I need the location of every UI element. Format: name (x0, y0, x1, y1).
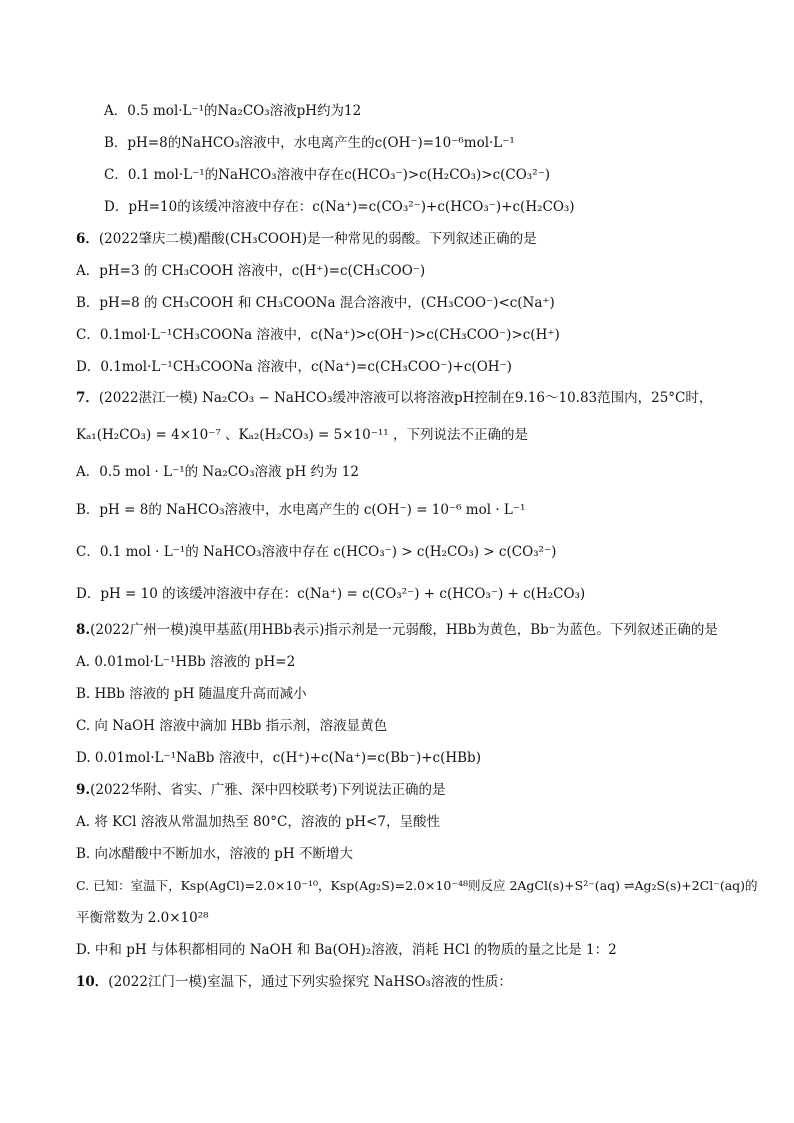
q6-option-a: A．pH=3 的 CH₃COOH 溶液中，c(H⁺)=c(CH₃COO⁻) (76, 263, 426, 279)
q8-number: 8. (76, 622, 91, 638)
q5-option-c: C．0.1 mol·L⁻¹的NaHCO₃溶液中存在c(HCO₃⁻)>c(H₂CO₃)>c(CO₃²⁻) (104, 167, 551, 183)
question-7 (76, 388, 712, 408)
q9-option-d: D. 中和 pH 与体积都相同的 NaOH 和 Ba(OH)₂溶液，消耗 HCl 的物质的量之比是 1：2 (76, 942, 617, 958)
q7-stem-line2: Kₐ₁(H₂CO₃) = 4×10⁻⁷ 、Kₐ₂(H₂CO₃) = 5×10⁻¹¹ ，下列说法不正确的是 (76, 427, 528, 443)
q8-stem: (2022广州一模)溴甲基蓝(用HBb表示)指示剂是一元弱酸，HBb为黄色，Bb⁻为蓝色。下列叙述正确的是 (90, 622, 718, 638)
question-9 (76, 780, 445, 800)
q7-number: 7． (76, 390, 99, 406)
q8-option-c: C. 向 NaOH 溶液中滴加 HBb 指示剂，溶液显黄色 (76, 718, 388, 734)
q7-stem-line1: (2022湛江一模) Na₂CO₃ − NaHCO₃缓冲溶液可以将溶液pH控制在9.16～10.83范围内，25°C时， (98, 390, 713, 406)
q5-option-a: A．0.5 mol·L⁻¹的Na₂CO₃溶液pH约为12 (104, 103, 362, 119)
q7-option-a: A．0.5 mol · L⁻¹的 Na₂CO₃溶液 pH 约为 12 (76, 464, 359, 480)
q6-option-d: D．0.1mol·L⁻¹CH₃COONa 溶液中，c(Na⁺)=c(CH₃COO⁻)+c(OH⁻) (76, 359, 512, 375)
question-10 (76, 972, 512, 992)
q7-option-d: D．pH = 10 的该缓冲溶液中存在：c(Na⁺) = c(CO₃²⁻) + c(HCO₃⁻) + c(H₂CO₃) (76, 586, 586, 602)
q7-option-c: C．0.1 mol · L⁻¹的 NaHCO₃溶液中存在 c(HCO₃⁻) > c(H₂CO₃) > c(CO₃²⁻) (76, 544, 557, 560)
q6-stem: (2022肇庆二模)醋酸(CH₃COOH)是一种常见的弱酸。下列叙述正确的是 (98, 231, 537, 247)
question-6 (76, 229, 537, 249)
q5-option-d: D．pH=10的该缓冲溶液中存在：c(Na⁺)=c(CO₃²⁻)+c(HCO₃⁻)+c(H₂CO₃) (104, 199, 575, 215)
q8-option-d: D. 0.01mol·L⁻¹NaBb 溶液中，c(H⁺)+c(Na⁺)=c(Bb⁻)+c(HBb) (76, 750, 481, 766)
q9-option-c-continued: 平衡常数为 2.0×10²⁸ (76, 910, 209, 926)
q6-option-c: C．0.1mol·L⁻¹CH₃COONa 溶液中，c(Na⁺)>c(OH⁻)>c(CH₃COO⁻)>c(H⁺) (76, 327, 560, 343)
question-8 (76, 620, 718, 640)
q9-option-b: B. 向冰醋酸中不断加水，溶液的 pH 不断增大 (76, 846, 353, 862)
q8-option-b: B. HBb 溶液的 pH 随温度升高而减小 (76, 686, 307, 702)
q9-number: 9. (76, 782, 91, 798)
q9-option-a: A. 将 KCl 溶液从常温加热至 80°C，溶液的 pH<7，呈酸性 (76, 814, 440, 830)
q10-number: 10． (76, 974, 109, 990)
q6-number: 6． (76, 231, 99, 247)
q6-option-b: B．pH=8 的 CH₃COOH 和 CH₃COONa 混合溶液中，(CH₃COO⁻)<c(Na⁺) (76, 295, 555, 311)
q5-option-b: B．pH=8的NaHCO₃溶液中，水电离产生的c(OH⁻)=10⁻⁶mol·L⁻¹ (104, 135, 515, 151)
q8-option-a: A. 0.01mol·L⁻¹HBb 溶液的 pH=2 (76, 654, 296, 670)
q9-stem: (2022华附、省实、广雅、深中四校联考)下列说法正确的是 (90, 782, 446, 798)
q7-option-b: B．pH = 8的 NaHCO₃溶液中，水电离产生的 c(OH⁻) = 10⁻⁶ mol · L⁻¹ (76, 502, 526, 518)
q9-option-c: C. 已知：室温下，Ksp(AgCl)=2.0×10⁻¹⁰，Ksp(Ag₂S)=2.0×10⁻⁴⁸则反应 2AgCl(s)+S²⁻(aq) ⇌Ag₂S(s)+2Cl⁻(aq)的 (76, 878, 758, 893)
q10-stem: (2022江门一模)室温下，通过下列实验探究 NaHSO₃溶液的性质： (108, 974, 512, 990)
